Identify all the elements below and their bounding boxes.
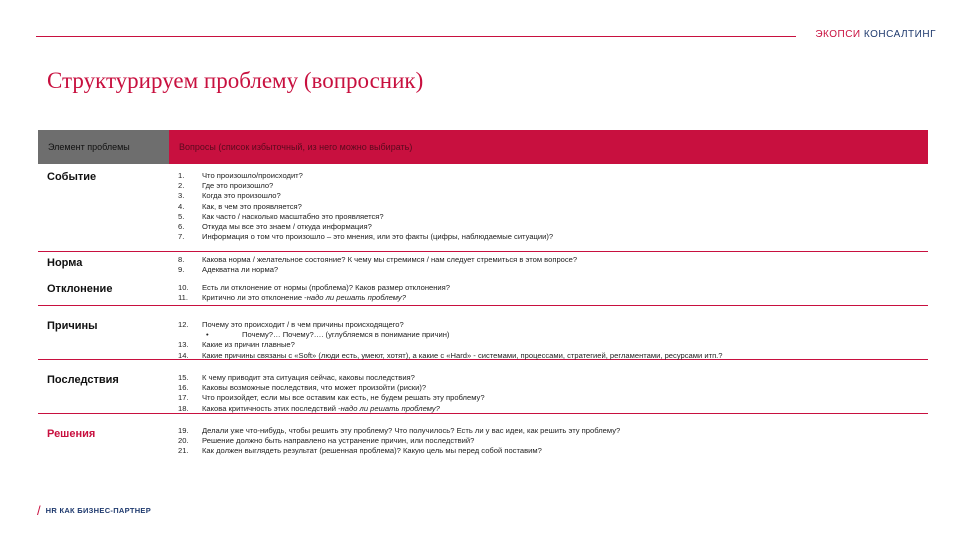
question-number: 20. [178,436,189,446]
question-item [178,171,553,181]
question-text: Что произошло/происходит? [202,171,303,180]
question-text: Какова норма / желательное состояние? К чему мы стремимся / нам следует стремиться в этом вопросе? [202,255,578,264]
question-text: Адекватна ли норма? [202,265,279,275]
question-number: 16. [178,383,189,393]
table-row [38,274,928,306]
question-number: 11. [178,293,188,303]
question-number: 1. [178,171,185,180]
question-list [178,255,577,275]
question-item [178,383,485,393]
question-number: 9. [178,265,185,275]
question-text: Когда это произошло? [202,191,281,201]
question-item [178,373,485,383]
question-number: 3. [178,191,185,201]
question-emphasis: надо ли решать проблему? [306,293,406,303]
question-item [178,255,577,265]
header-questions: Вопросы (список избыточный, из него можно выбирать) [169,130,928,164]
question-item [178,340,723,350]
table-row [38,251,928,274]
question-number: 6. [178,222,185,232]
question-emphasis: надо ли решать проблему? [340,403,440,413]
question-number: 10. [178,283,189,292]
question-number: 12. [178,320,189,329]
table-row [38,359,928,414]
question-text: Как, в чем это проявляется? [202,201,302,211]
question-text: Какова критичность этих последствий - [202,403,341,413]
row-label: Последствия [47,374,119,386]
question-list [178,373,485,414]
question-number: 7. [178,232,185,242]
question-item [178,222,553,232]
question-text: Делали уже что-нибудь, чтобы решить эту проблему? Что получилось? Есть ли у вас идеи, как решить эту проблему? [202,426,621,435]
question-number: 19. [178,426,189,435]
question-text: Как должен выглядеть результат (решенная проблема)? Какую цель мы перед собой поставим? [202,446,542,456]
question-item [178,320,723,330]
page-title: Структурируем проблему (вопросник) [47,68,424,93]
question-item [178,283,450,293]
question-list [178,171,553,242]
row-label: Причины [47,320,98,332]
question-number: 15. [178,373,189,382]
question-text: Есть ли отклонение от нормы (проблема)? Каков размер отклонения? [202,283,451,292]
question-number: 18. [178,403,189,413]
question-text: Какие причины связаны с «Soft» (люди есть, умеют, хотят), а какие с «Hard» - системами, процессами, стратегией, регламентами, ресурсами итп.? [202,350,723,360]
question-item [178,181,553,191]
top-rule [36,36,796,37]
footer [37,503,151,518]
question-text: Что произойдет, если мы все оставим как есть, не будем решать эту проблему? [202,393,485,403]
question-text: Почему?… Почему?…. (углубляемся в понимание причин) [242,330,450,340]
question-text: Каковы возможные последствия, что может произойти (риски)? [202,383,427,393]
question-number: • [206,330,209,340]
table-row [38,413,928,473]
question-text: Критично ли это отклонение - [202,293,307,303]
question-number: 17. [178,393,189,403]
question-text: Информация о том что произошло – это мнения, или это факты (цифры, наблюдаемые ситуации)? [202,232,554,242]
question-text: Как часто / насколько масштабно это проявляется? [202,211,384,221]
question-item [178,436,620,446]
brand-logo [815,29,936,40]
question-list [178,320,723,361]
question-item [178,191,553,201]
question-number: 4. [178,201,185,211]
brand-part2: КОНСАЛТИНГ [863,29,936,40]
header-element: Элемент проблемы [38,130,169,164]
question-item [178,212,553,222]
question-number: 8. [178,255,185,264]
question-item [178,393,485,403]
brand-part1: ЭКОПСИ [815,29,861,40]
question-text: К чему приводит эта ситуация сейчас, каковы последствия? [202,373,415,382]
question-text: Где это произошло? [202,181,274,191]
table-row [38,164,928,252]
question-number: 2. [178,181,185,191]
row-label: Отклонение [47,283,113,295]
question-text: Почему это происходит / в чем причины происходящего? [202,320,404,329]
question-number: 21. [178,446,189,456]
footer-slash: / [37,503,41,518]
row-label: Норма [47,257,83,269]
question-number: 14. [178,350,189,360]
question-item [178,446,620,456]
question-number: 5. [178,211,185,221]
question-item [178,330,723,340]
row-label: Событие [47,171,97,183]
question-list [178,426,620,457]
questions-table [38,130,928,456]
question-text: Решение должно быть направлено на устранение причин, или последствий? [202,436,475,446]
table-row [38,305,928,360]
table-header [38,130,928,164]
question-item [178,426,620,436]
question-text: Какие из причин главные? [202,340,295,350]
footer-text: HR КАК БИЗНЕС-ПАРТНЕР [45,506,152,515]
question-list [178,283,450,303]
row-label: Решения [47,428,96,440]
question-item [178,232,553,242]
question-text: Откуда мы все это знаем / откуда информация? [202,222,372,232]
question-item [178,202,553,212]
question-item [178,293,450,303]
question-number: 13. [178,340,189,350]
